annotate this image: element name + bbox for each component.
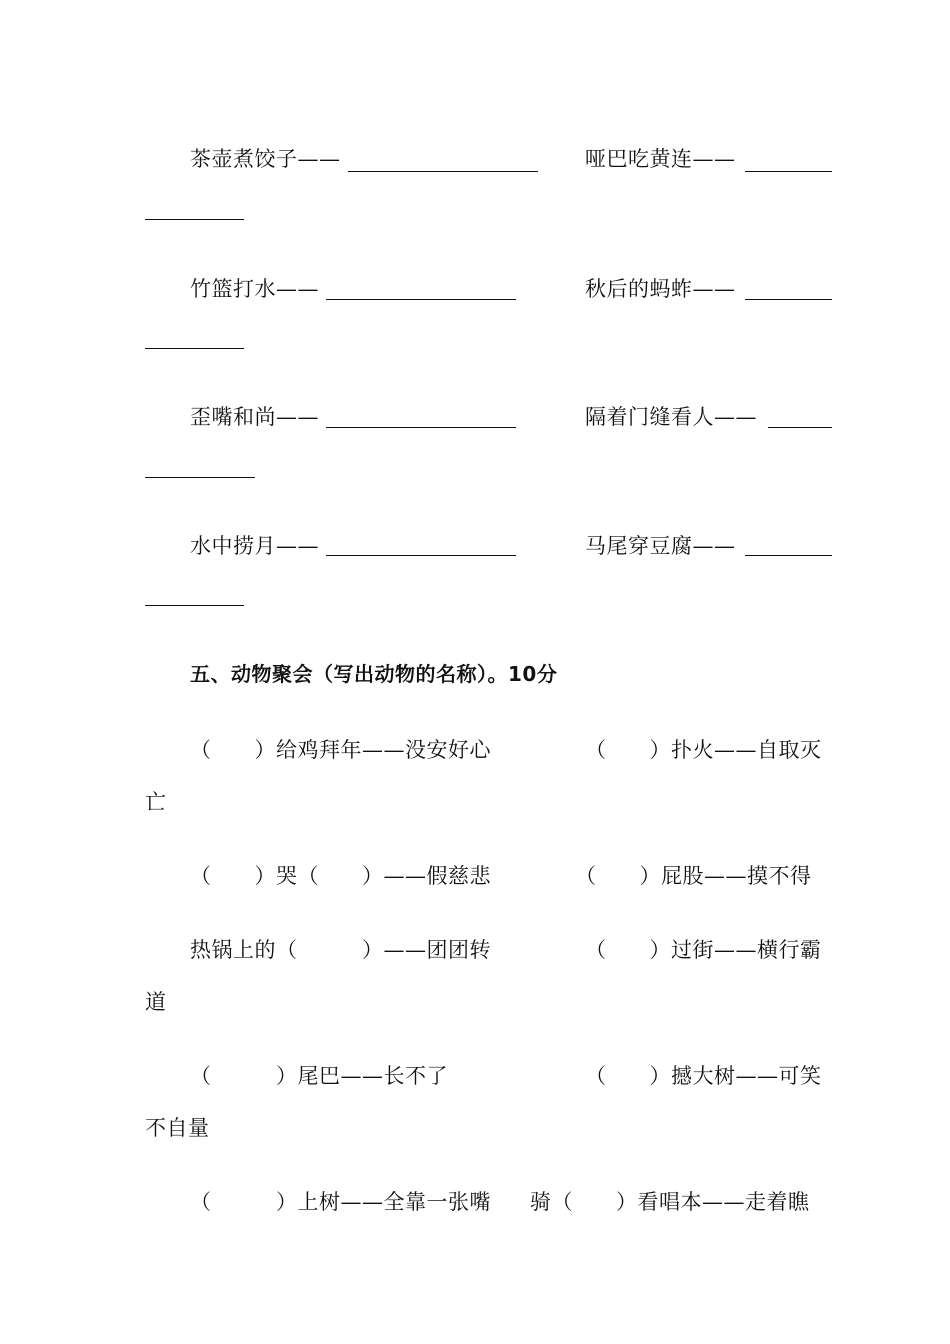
idiom-left: 竹篮打水—— [190, 277, 319, 301]
answer-blank[interactable] [326, 555, 516, 556]
answer-blank[interactable] [768, 427, 832, 428]
animal-item-right: （ ）撼大树——可笑 [585, 1064, 822, 1088]
answer-blank-continued[interactable] [145, 348, 244, 349]
animal-item-left: （ ）哭（ ）——假慈悲 [190, 864, 491, 888]
answer-blank[interactable] [745, 299, 832, 300]
animal-item-continued: 亡 [145, 790, 167, 814]
answer-blank-continued[interactable] [145, 219, 244, 220]
animal-item-left: （ ）上树——全靠一张嘴 [190, 1190, 491, 1214]
animal-item-continued: 道 [145, 990, 167, 1014]
idiom-right: 马尾穿豆腐—— [585, 534, 736, 558]
animal-item-left: 热锅上的（ ）——团团转 [190, 938, 491, 962]
answer-blank[interactable] [326, 427, 516, 428]
animal-item-left: （ ）给鸡拜年——没安好心 [190, 738, 491, 762]
idiom-right: 隔着门缝看人—— [585, 405, 757, 429]
animal-item-right: （ ）过街——横行霸 [585, 938, 822, 962]
idiom-right: 哑巴吃黄连—— [585, 147, 736, 171]
answer-blank[interactable] [348, 171, 538, 172]
answer-blank[interactable] [745, 171, 832, 172]
idiom-right: 秋后的蚂蚱—— [585, 277, 736, 301]
answer-blank-continued[interactable] [145, 477, 255, 478]
animal-item-right: （ ）扑火——自取灭 [585, 738, 822, 762]
animal-item-left: （ ）尾巴——长不了 [190, 1064, 448, 1088]
idiom-left: 茶壶煮饺子—— [190, 147, 341, 171]
answer-blank[interactable] [745, 555, 832, 556]
animal-item-continued: 不自量 [145, 1116, 210, 1140]
section-heading: 五、动物聚会（写出动物的名称）。10分 [190, 662, 558, 686]
answer-blank-continued[interactable] [145, 605, 244, 606]
idiom-left: 歪嘴和尚—— [190, 405, 319, 429]
answer-blank[interactable] [326, 299, 516, 300]
idiom-left: 水中捞月—— [190, 534, 319, 558]
animal-item-right: （ ）屁股——摸不得 [575, 864, 812, 888]
animal-item-right: 骑（ ）看唱本——走着瞧 [530, 1190, 810, 1214]
